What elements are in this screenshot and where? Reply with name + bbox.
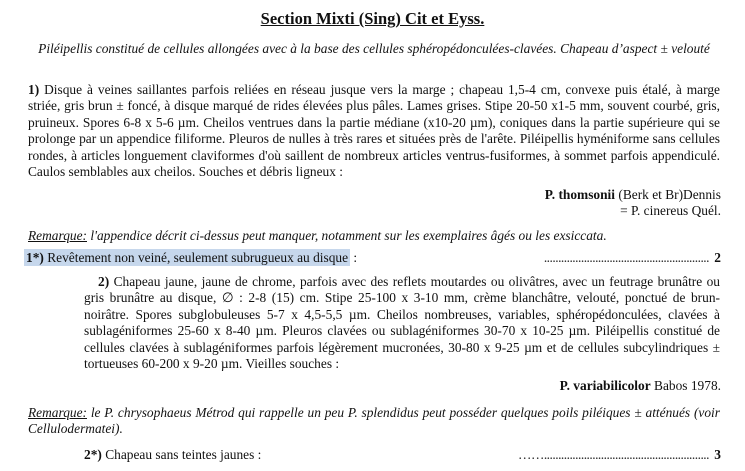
key-1-leader-dots: .......................................................... [543, 250, 709, 265]
couplet-2-number: 2) [98, 274, 110, 289]
key-line-1 [24, 249, 721, 267]
key-2-number: 2*) [84, 447, 102, 462]
section-title: Section Mixti (Sing) Cit et Eyss. [260, 9, 485, 28]
species-name: P. variabilicolor [559, 378, 651, 393]
species-synonym: = P. cinereus Quél. [620, 203, 721, 219]
key-line-2 [84, 446, 721, 464]
remark-label: Remarque: [28, 228, 87, 243]
key-1-target: 2 [714, 250, 721, 265]
selected-text[interactable] [24, 249, 350, 266]
remark-1 [28, 228, 720, 244]
species-thomsonii [545, 187, 721, 220]
key-1-text: Revêtement non veiné, seulement subrugueux au disque [47, 250, 349, 265]
species-name: P. thomsonii [544, 187, 615, 202]
remark-label: Remarque: [28, 405, 87, 420]
remark-text: l'appendice décrit ci-dessus peut manquer, notamment sur les exemplaires âgés ou les exsiccata. [90, 228, 607, 243]
remark-2 [28, 405, 720, 438]
species-authority: (Berk et Br)Dennis [618, 187, 721, 202]
remark-text: le P. chrysophaeus Métrod qui rappelle un peu P. splendidus peut posséder quelques poils piléiques ± atténués (voir Cellulodermatei). [28, 405, 720, 437]
couplet-1-text: Disque à veines saillantes parfois reliées en réseau jusque vers la marge ; chapeau 1,5-4 cm, convexe puis étalé, à marge striée, gris brun ± foncé, à disque marqué de rides élevées plus pâles. Lames grises. Stipe 20-50 x1-5 mm, souvent courbé, gris, pruineux. Spores 6-8 x 5-6 µm. Cheilos ventrues dans la partie médiane (x10-20 µm), coniques dans la partie supérieure qui se prolonge par un appendice filiforme. Pleuros de nulles à très rares et situées près de l'arête. Piléipellis hyméniforme sans cellules rondes, à articles longuement claviformes d'où saillent de nombreux articles ventrus-fusiformes, à sommet parfois appendiculé. Caulos semblables aux cheilos. Souches et débris ligneux : [28, 82, 720, 180]
couplet-1 [28, 82, 720, 180]
couplet-2 [84, 274, 720, 372]
key-2-text: Chapeau sans teintes jaunes : [105, 447, 262, 462]
key-1-colon: : [350, 250, 358, 265]
key-2-leader-dots: …….......................................................... [518, 447, 709, 462]
couplet-1-number: 1) [28, 82, 40, 97]
key-1-number: 1*) [26, 250, 44, 265]
key-2-target: 3 [714, 447, 721, 462]
species-authority: Babos 1978. [654, 378, 721, 393]
section-intro: Piléipellis constitué de cellules allongées avec à la base des cellules sphéropédonculées-clavées. Chapeau d’aspect ± velouté [38, 41, 710, 56]
couplet-2-text: Chapeau jaune, jaune de chrome, parfois avec des reflets moutardes ou olivâtres, avec un feutrage brunâtre ou gris brunâtre au disque, ∅ : 2-8 (15) cm. Stipe 25-100 x 3-10 mm, crème blanchâtre, velouté, ponctué de brun-noirâtre. Spores subglobuleuses 5-7 x 4,5-5,5 µm. Cheilos nombreuses, variables, sphéropédonculées, clavées à sublagéniformes 25-60 x 8-40 µm. Pleuros clavées ou sublagéniformes 30-70 x 10-25 µm. Piléipellis constitué de cellules clavées à sublagéniformes parfois légèrement mucronées, 30-80 x 9-25 µm et de cellules subcylindriques ± tortueuses 60-200 x 9-20 µm. Vieilles souches : [84, 274, 720, 372]
species-variabilicolor [560, 378, 721, 394]
